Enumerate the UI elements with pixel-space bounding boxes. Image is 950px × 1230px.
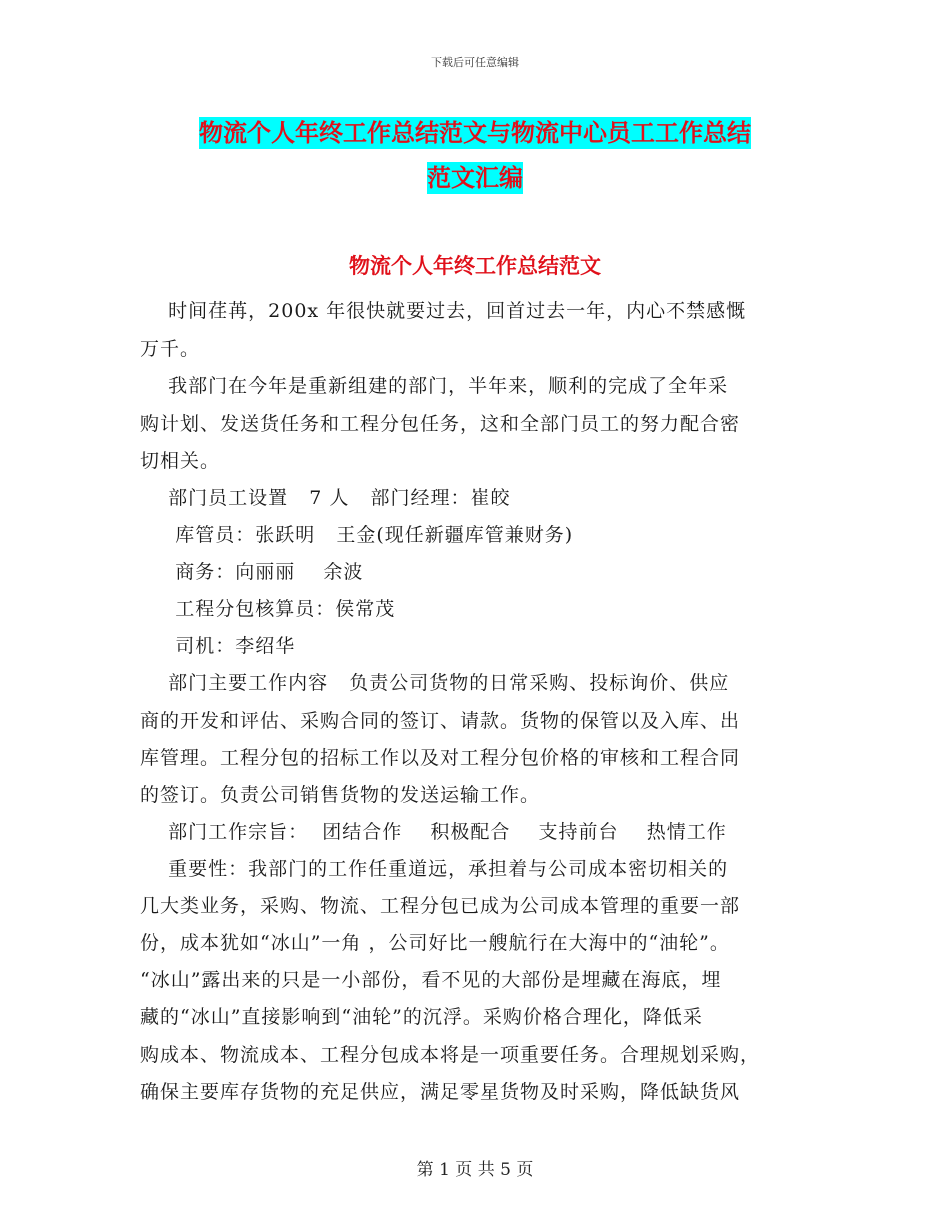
body-line: 工程分包核算员：侯常茂 <box>140 598 396 620</box>
body-line: 部门主要工作内容 负责公司货物的日常采购、投标询价、供应 <box>140 672 730 694</box>
body-line: 司机：李绍华 <box>140 635 296 657</box>
body-line: 份，成本犹如“冰山”一角 ，公司好比一艘航行在大海中的“油轮”。 <box>140 932 730 954</box>
body-line: 商的开发和评估、采购合同的签订、请款。货物的保管以及入库、出 <box>140 710 741 732</box>
body-line: 重要性：我部门的工作任重道远，承担着与公司成本密切相关的 <box>140 858 729 880</box>
document-title-line-2 <box>0 158 950 193</box>
document-title-line-1 <box>0 113 950 148</box>
body-line: 藏的“冰山”直接影响到“油轮”的沉浮。采购价格合理化，降低采 <box>140 1006 703 1028</box>
body-line: 的签订。负责公司销售货物的发送运输工作。 <box>140 784 541 806</box>
body-line: 库管员：张跃明 王金(现任新疆库管兼财务) <box>140 524 574 546</box>
body-line: 购成本、物流成本、工程分包成本将是一项重要任务。合理规划采购， <box>140 1044 761 1066</box>
document-title-text-1: 物流个人年终工作总结范文与物流中心员工工作总结 <box>199 119 751 147</box>
body-line: 购计划、发送货任务和工程分包任务，这和全部门员工的努力配合密 <box>140 413 741 435</box>
body-line: “冰山”露出来的只是一小部份，看不见的大部份是埋藏在海底，埋 <box>140 969 722 991</box>
body-line: 万千。 <box>140 338 201 360</box>
body-line: 库管理。工程分包的招标工作以及对工程分包价格的审核和工程合同 <box>140 747 741 769</box>
body-line: 商务：向丽丽 余波 <box>140 561 364 583</box>
page-header: 下载后可任意编辑 <box>431 56 519 69</box>
body-line: 切相关。 <box>140 450 221 472</box>
document-title-text-2: 范文汇编 <box>427 164 523 192</box>
section-title: 物流个人年终工作总结范文 <box>349 254 601 278</box>
body-line: 确保主要库存货物的充足供应，满足零星货物及时采购，降低缺货风 <box>140 1081 741 1103</box>
page-footer: 第 1 页 共 5 页 <box>416 1160 534 1180</box>
body-line: 部门员工设置 7 人 部门经理：崔皎 <box>140 487 511 509</box>
body-line: 我部门在今年是重新组建的部门，半年来，顺利的完成了全年采 <box>140 375 729 397</box>
body-line: 时间荏苒，200x 年很快就要过去，回首过去一年，内心不禁感慨 <box>140 300 747 322</box>
body-line: 几大类业务，采购、物流、工程分包已成为公司成本管理的重要一部 <box>140 895 741 917</box>
body-line: 部门工作宗旨： 团结合作 积极配合 支持前台 热情工作 <box>140 821 727 843</box>
